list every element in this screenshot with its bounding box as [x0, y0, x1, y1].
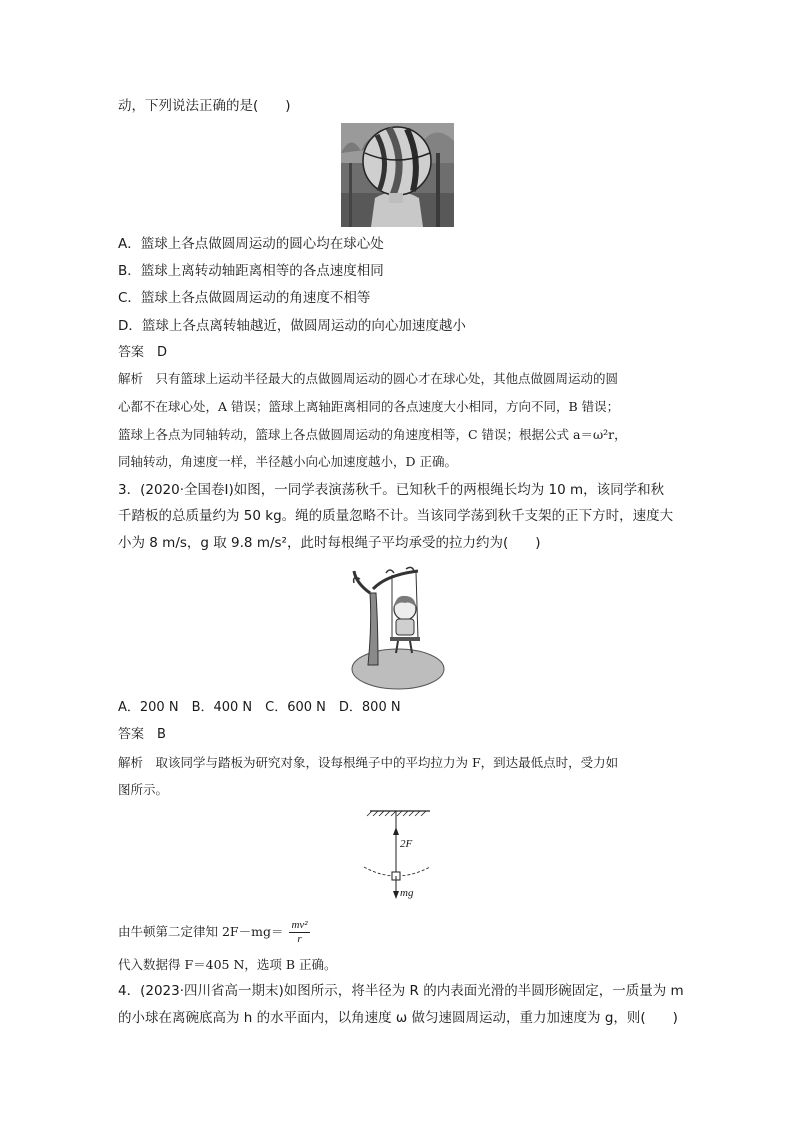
- q3-analysis-line: 图所示。: [118, 782, 169, 797]
- fraction: [289, 919, 309, 946]
- q2-analysis-line: 心都不在球心处，A 错误；篮球上离轴距离相同的各点速度大小相同，方向不同，B 错误；: [118, 399, 620, 414]
- q3-result: 代入数据得 F＝405 N，选项 B 正确。: [118, 957, 337, 972]
- q2-option-d: D．篮球上各点离转轴越近，做圆周运动的向心加速度越小: [118, 318, 466, 334]
- q2-option-c: C．篮球上各点做圆周运动的角速度不相等: [118, 290, 371, 306]
- q3-stem-line: 3．(2020·全国卷Ⅰ)如图，一同学表演荡秋千。已知秋千的两根绳长均为 10 m，该同学和秋: [118, 482, 665, 498]
- fraction-numerator: mv²: [291, 919, 308, 931]
- basketball-photo: [341, 123, 454, 227]
- q4-stem-line: 4．(2023·四川省高一期末)如图所示，将半径为 R 的内表面光滑的半圆形碗固定，一质量为 m: [118, 983, 684, 999]
- q3-options: A．200 N B．400 N C．600 N D．800 N: [118, 700, 401, 715]
- q2-option-a: A．篮球上各点做圆周运动的圆心均在球心处: [118, 236, 384, 252]
- q3-answer: 答案 B: [118, 727, 166, 742]
- q2-answer: 答案 D: [118, 345, 168, 360]
- q3-analysis-line: 解析 取该同学与踏板为研究对象，设每根绳子中的平均拉力为 F，到达最低点时，受力如: [118, 755, 619, 770]
- newton-text: 由牛顿第二定律知 2F－mg＝: [118, 924, 284, 939]
- fraction-denominator: r: [297, 933, 302, 945]
- q2-analysis-line: 篮球上各点为同轴转动，篮球上各点做圆周运动的角速度相等，C 错误；根据公式 a＝ω²r，: [118, 427, 627, 442]
- q3-stem-line: 千踏板的总质量约为 50 kg。绳的质量忽略不计。当该同学荡到秋千支架的正下方时，速度大: [118, 508, 674, 524]
- q2-analysis-line: 解析 只有篮球上运动半径最大的点做圆周运动的圆心才在球心处，其他点做圆周运动的圆: [118, 371, 619, 386]
- q3-stem-line: 小为 8 m/s，g 取 9.8 m/s²，此时每根绳子平均承受的拉力约为( ): [118, 535, 541, 551]
- q2-analysis-line: 同轴转动，角速度一样，半径越小向心加速度越小，D 正确。: [118, 454, 457, 469]
- q4-stem-line: 的小球在离碗底高为 h 的水平面内，以角速度 ω 做匀速圆周运动，重力加速度为 g，则( ): [118, 1010, 678, 1026]
- force-label-2f: 2F: [400, 838, 413, 850]
- force-label-mg: mg: [400, 887, 414, 899]
- swing-illustration: [346, 565, 446, 691]
- q2-option-b: B．篮球上离转动轴距离相等的各点速度相同: [118, 263, 384, 279]
- force-diagram: [350, 805, 450, 905]
- q2-stem-tail: 动，下列说法正确的是( ): [118, 98, 291, 114]
- q3-newton-equation: [118, 919, 310, 946]
